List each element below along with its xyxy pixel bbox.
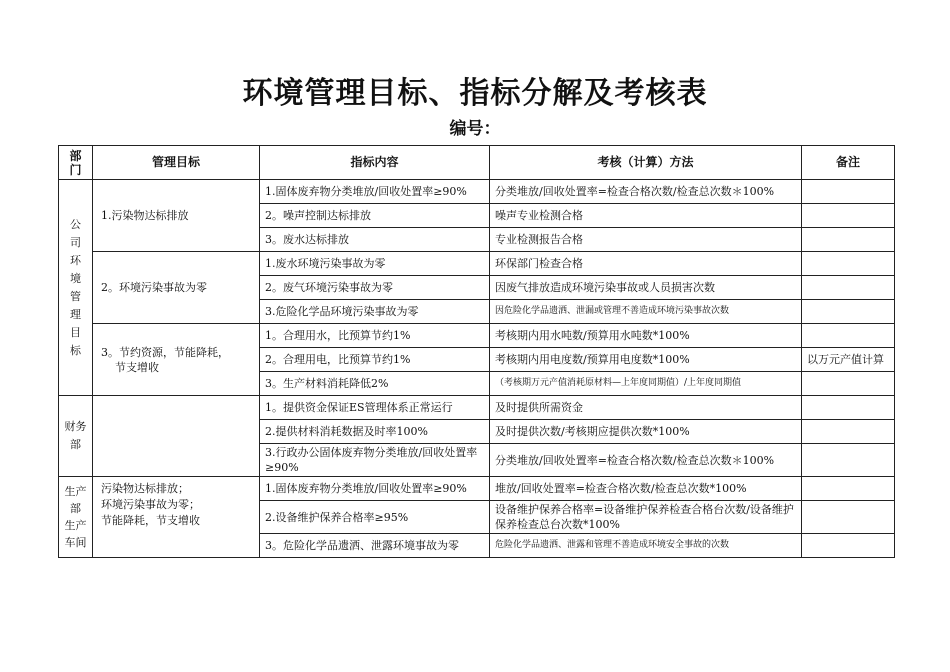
indicator-cell: 2。噪声控制达标排放	[260, 204, 490, 228]
document-code-label: 编号：	[449, 119, 501, 139]
indicator-cell: 1。提供资金保证ES管理体系正常运行	[260, 396, 490, 420]
dept-company: 公 司 环 境 管 理 目 标	[59, 180, 93, 396]
method-cell: 专业检测报告合格	[490, 228, 802, 252]
indicator-cell: 3.行政办公固体废弃物分类堆放/回收处置率≥90%	[260, 444, 490, 477]
indicator-cell: 3.危险化学品环境污染事故为零	[260, 300, 490, 324]
method-cell: 考核期内用水吨数/预算用水吨数*100%	[490, 324, 802, 348]
header-goal: 管理目标	[93, 146, 260, 180]
method-cell: 考核期内用电度数/预算用电度数*100%	[490, 348, 802, 372]
table-row	[59, 180, 895, 204]
remark-cell	[802, 180, 895, 204]
indicator-cell: 1.固体废弃物分类堆放/回收处置率≥90%	[260, 477, 490, 501]
method-cell: 及时提供次数/考核期应提供次数*100%	[490, 420, 802, 444]
remark-cell	[802, 300, 895, 324]
remark-cell	[802, 444, 895, 477]
table-row	[59, 324, 895, 348]
method-cell: 因废气排放造成环境污染事故或人员损害次数	[490, 276, 802, 300]
dept-finance: 财务 部	[59, 396, 93, 477]
table-row	[59, 396, 895, 420]
goal-zero-pollution-accident: 2。环境污染事故为零	[93, 252, 260, 324]
remark-cell	[802, 252, 895, 276]
remark-cell	[802, 534, 895, 558]
table-header-row	[59, 146, 895, 180]
remark-cell	[802, 276, 895, 300]
header-method: 考核（计算）方法	[490, 146, 802, 180]
header-dept: 部 门	[59, 146, 93, 180]
indicator-cell: 3。废水达标排放	[260, 228, 490, 252]
dept-workshop: 生产 部 生产 车间	[59, 477, 93, 558]
method-cell: 因危险化学品遗洒、泄漏或管理不善造成环境污染事故次数	[490, 300, 802, 324]
method-cell	[490, 372, 802, 396]
method-cell: 堆放/回收处置率=检查合格次数/检查总次数*100%	[490, 477, 802, 501]
method-cell: 分类堆放/回收处置率=检查合格次数/检查总次数＊100%	[490, 180, 802, 204]
indicator-cell: 2.设备维护保养合格率≥95%	[260, 501, 490, 534]
method-text: （考核期万元产值消耗原材料—上年度同期值）/上年度同期值	[495, 378, 742, 388]
indicator-cell: 1.固体废弃物分类堆放/回收处置率≥90%	[260, 180, 490, 204]
indicator-cell: 3。生产材料消耗降低2%	[260, 372, 490, 396]
remark-cell	[802, 204, 895, 228]
remark-cell: 以万元产值计算	[802, 348, 895, 372]
table-row	[59, 252, 895, 276]
goal-pollutant-discharge: 1.污染物达标排放	[93, 180, 260, 252]
table-row	[59, 477, 895, 501]
header-remark: 备注	[802, 146, 895, 180]
method-cell: 及时提供所需资金	[490, 396, 802, 420]
method-cell: 噪声专业检测合格	[490, 204, 802, 228]
indicator-cell: 2。废气环境污染事故为零	[260, 276, 490, 300]
remark-cell	[802, 228, 895, 252]
method-cell: 环保部门检查合格	[490, 252, 802, 276]
remark-cell	[802, 477, 895, 501]
goal-save-resources: 3。节约资源，节能降耗， 节支增收	[93, 324, 260, 396]
goal-workshop: 污染物达标排放； 环境污染事故为零； 节能降耗，节支增收	[93, 477, 260, 558]
indicator-cell: 3。危险化学品遗洒、泄露环境事故为零	[260, 534, 490, 558]
goal-finance	[93, 396, 260, 477]
indicator-cell: 2.提供材料消耗数据及时率100%	[260, 420, 490, 444]
remark-cell	[802, 372, 895, 396]
remark-cell	[802, 501, 895, 534]
method-cell: 分类堆放/回收处置率=检查合格次数/检查总次数＊100%	[490, 444, 802, 477]
document-title: 环境管理目标、指标分解及考核表	[242, 76, 708, 111]
remark-cell	[802, 396, 895, 420]
method-cell: 设备维护保养合格率=设备维护保养检查合格台次数/设备维护保养检查总台次数*100%	[490, 501, 802, 534]
indicator-cell: 1。合理用水，比预算节约1%	[260, 324, 490, 348]
header-indicator: 指标内容	[260, 146, 490, 180]
indicator-cell: 1.废水环境污染事故为零	[260, 252, 490, 276]
goal-decomposition-table	[58, 145, 895, 558]
indicator-cell: 2。合理用电，比预算节约1%	[260, 348, 490, 372]
remark-cell	[802, 324, 895, 348]
method-cell: 危险化学品遗洒、泄露和管理不善造成环境安全事故的次数	[490, 534, 802, 558]
remark-cell	[802, 420, 895, 444]
